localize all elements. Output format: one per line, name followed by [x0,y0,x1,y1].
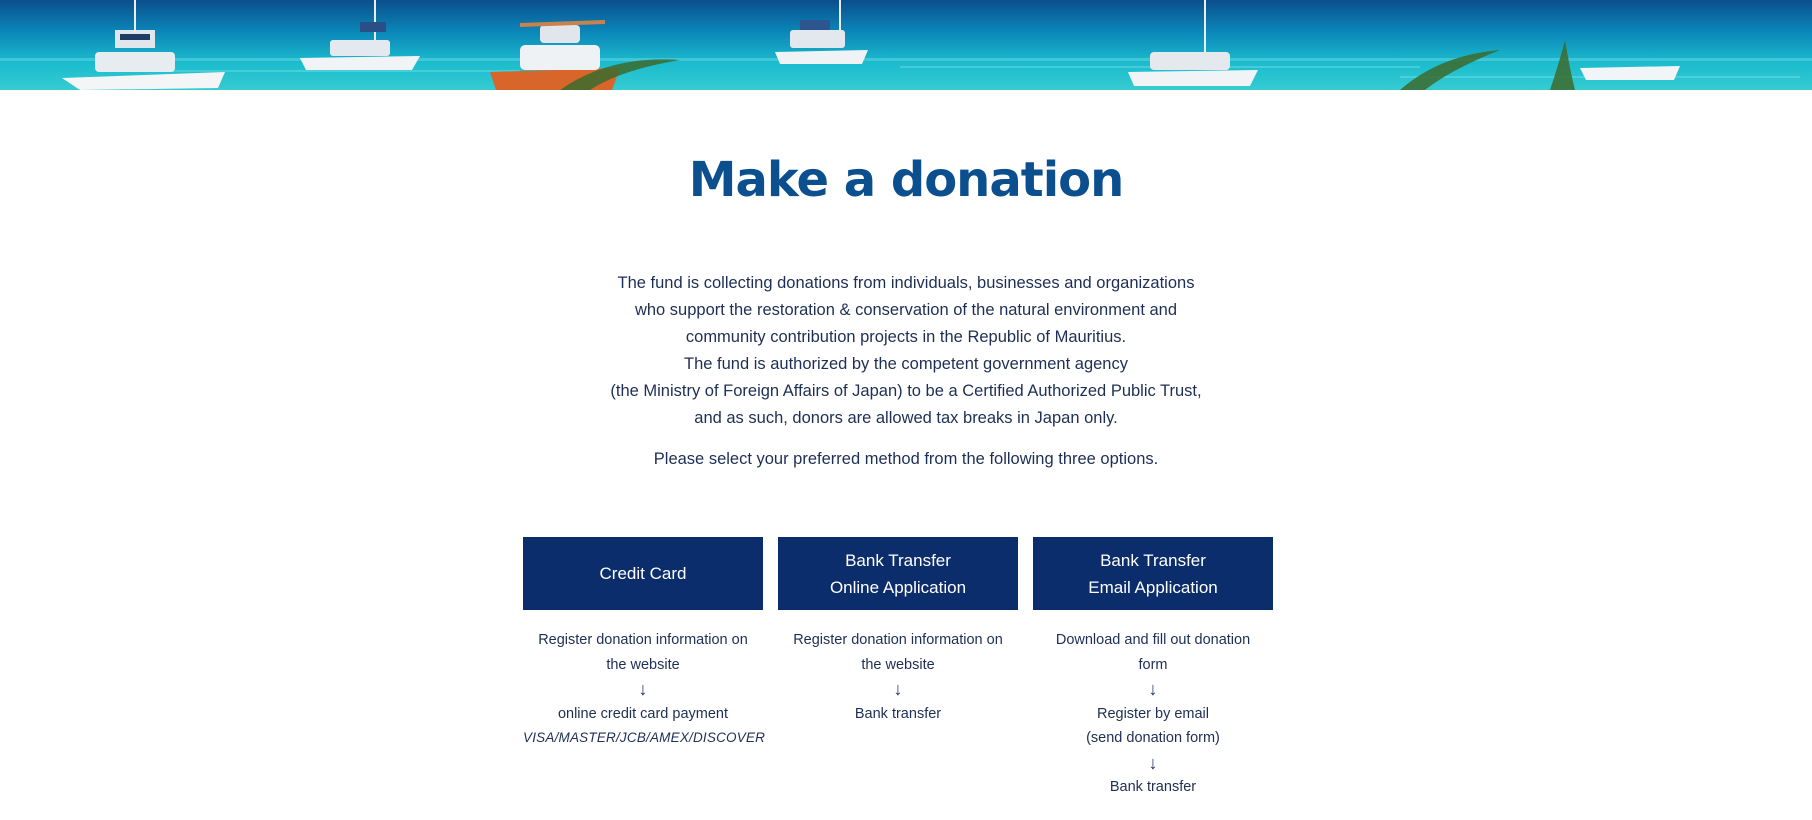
option-credit-card [523,537,766,751]
donation-options [523,537,1273,807]
button-label: Bank Transfer [1100,550,1206,570]
desc-line: Download and fill out donation [1055,632,1251,648]
option-description [1033,628,1273,800]
desc-line: Bank transfer [854,705,942,722]
intro-line: community contribution projects in the Republic of Mauritius. [685,328,1127,346]
desc-line: form [1138,656,1168,673]
down-arrow-icon: ↓ [1148,752,1158,773]
desc-line: Register donation information on [538,632,748,648]
intro-line: (the Ministry of Foreign Affairs of Japan) to be a Certified Authorized Public Trust, [610,382,1202,400]
button-label: Bank Transfer [845,550,951,570]
credit-card-button[interactable] [523,537,763,610]
intro-line: and as such, donors are allowed tax breaks in Japan only. [694,409,1118,427]
accepted-cards-text: VISA/MASTER/JCB/AMEX/DISCOVER [523,730,766,745]
intro-line: who support the restoration & conservation of the natural environment and [634,301,1178,319]
desc-line: the website [861,656,935,673]
button-label: Online Application [829,577,967,597]
down-arrow-icon: ↓ [893,679,903,699]
desc-line: Register donation information on [793,632,1003,648]
hero-illustration [0,0,1812,90]
option-bank-transfer-online [778,537,1018,726]
intro-line: The fund is collecting donations from individuals, businesses and organizations [617,274,1195,292]
desc-line: online credit card payment [557,705,729,722]
intro-paragraph [0,270,1812,432]
desc-line: (send donation form) [1086,730,1220,746]
page-title: Make a donation [688,152,1124,208]
option-description [523,628,766,751]
desc-line: the website [606,656,680,673]
select-method-text: Please select your preferred method from the following three options. [653,450,1159,468]
option-bank-transfer-email [1033,537,1273,800]
option-description [778,628,1018,726]
boat-6 [1580,66,1680,80]
button-label: Email Application [1088,577,1218,597]
hero-banner-image [0,0,1812,90]
intro-line: The fund is authorized by the competent government agency [684,355,1128,373]
bank-transfer-online-button[interactable] [778,537,1018,610]
button-label: Credit Card [599,564,687,583]
down-arrow-icon: ↓ [638,679,648,699]
bank-transfer-email-button[interactable] [1033,537,1273,610]
desc-line: Register by email [1096,705,1209,722]
desc-line: Bank transfer [1109,779,1197,795]
down-arrow-icon: ↓ [1148,679,1158,699]
